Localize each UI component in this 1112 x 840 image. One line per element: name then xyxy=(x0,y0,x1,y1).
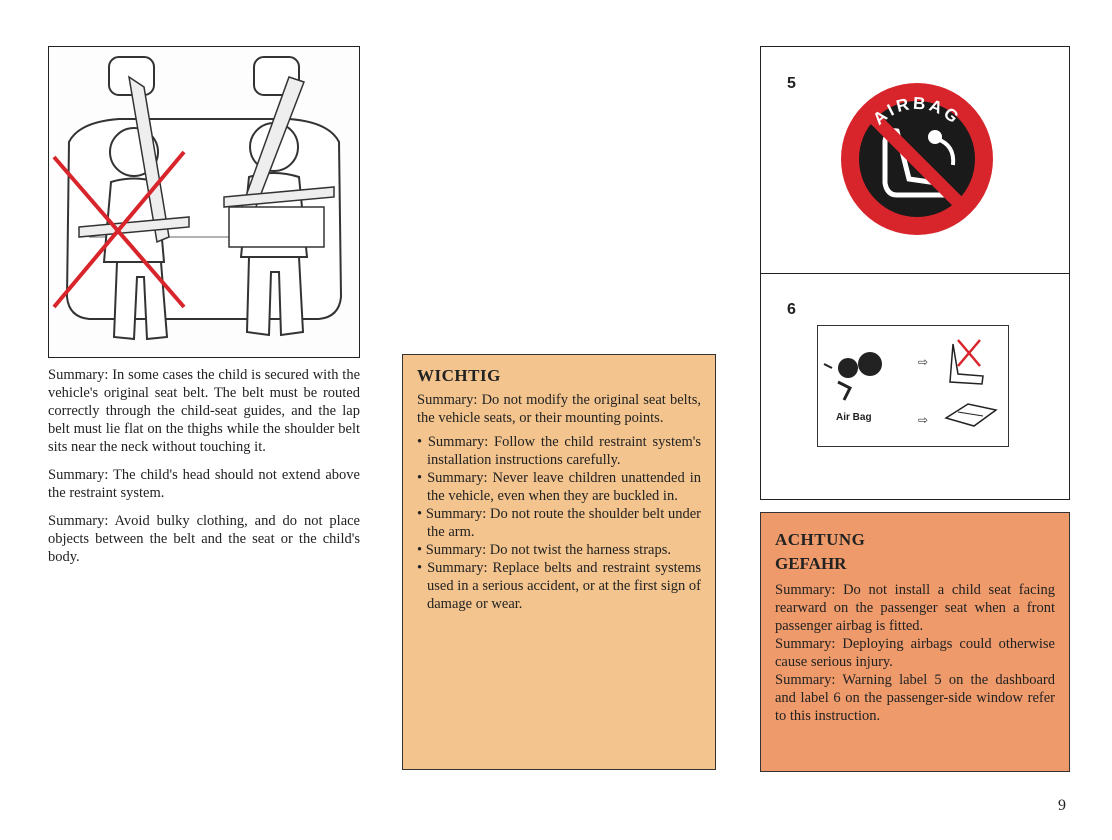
achtung-text-3: Summary: Warning label 5 on the dashboard and label 6 on the passenger-side window refer to this instruction. xyxy=(775,672,1055,724)
child-seatbelt-illustration xyxy=(48,46,360,358)
figure-5 xyxy=(761,47,1069,274)
wichtig-item-5: • Summary: Replace belts and restraint systems used in a serious accident, or at the first sign of damage or wear. xyxy=(417,560,702,612)
wichtig-item-1: • Summary: Follow the child restraint system's installation instructions carefully. xyxy=(417,434,701,468)
paragraph-3: Summary: Avoid bulky clothing, and do not place objects between the belt and the seat or the child's body. xyxy=(48,513,360,565)
wichtig-item-3: • Summary: Do not route the shoulder belt under the arm. xyxy=(417,506,701,540)
achtung-title: ACHTUNG xyxy=(775,530,866,549)
achtung-box xyxy=(760,512,1070,772)
page-number: 9 xyxy=(1058,797,1066,814)
wichtig-item-2: • Summary: Never leave children unattended in the vehicle, even when they are buckled in. xyxy=(417,470,701,504)
figure-panel xyxy=(760,46,1070,500)
svg-text:⇨: ⇨ xyxy=(918,413,929,427)
wichtig-item-4: • Summary: Do not twist the harness straps. xyxy=(417,542,671,558)
airbag-prohibition-sign-icon xyxy=(837,79,997,239)
warning-label-graphic-icon xyxy=(818,326,1006,444)
figure-6 xyxy=(761,275,1069,499)
air-bag-label: Air Bag xyxy=(836,412,872,423)
airbag-sign-text: AIRBAG xyxy=(869,93,965,129)
paragraph-2: Summary: The child's head should not extend above the restraint system. xyxy=(48,467,360,501)
figure-6-label: 6 xyxy=(787,301,796,318)
achtung-text-1: Summary: Do not install a child seat facing rearward on the passenger seat when a front passenger airbag is fitted. xyxy=(775,582,1055,634)
warning-label xyxy=(817,325,1009,447)
achtung-subtitle: GEFAHR xyxy=(775,554,847,573)
figure-5-label: 5 xyxy=(787,75,796,92)
wichtig-intro: Summary: Do not modify the original seat belts, the vehicle seats, or their mounting points. xyxy=(417,392,701,426)
wichtig-title: WICHTIG xyxy=(417,366,501,385)
wichtig-list xyxy=(417,433,701,613)
left-column-text xyxy=(48,366,360,576)
wichtig-box xyxy=(402,354,716,770)
achtung-text-2: Summary: Deploying airbags could otherwise cause serious injury. xyxy=(775,636,1055,670)
child-seatbelt-illustration-icon xyxy=(49,47,358,356)
paragraph-1: Summary: In some cases the child is secured with the vehicle's original seat belt. The belt must be routed correctly through the child-seat guides, and the lap belt must lie flat on the thighs while the shoulder belt sits near the neck without touching it. xyxy=(48,367,360,455)
svg-text:⇨: ⇨ xyxy=(918,355,929,369)
